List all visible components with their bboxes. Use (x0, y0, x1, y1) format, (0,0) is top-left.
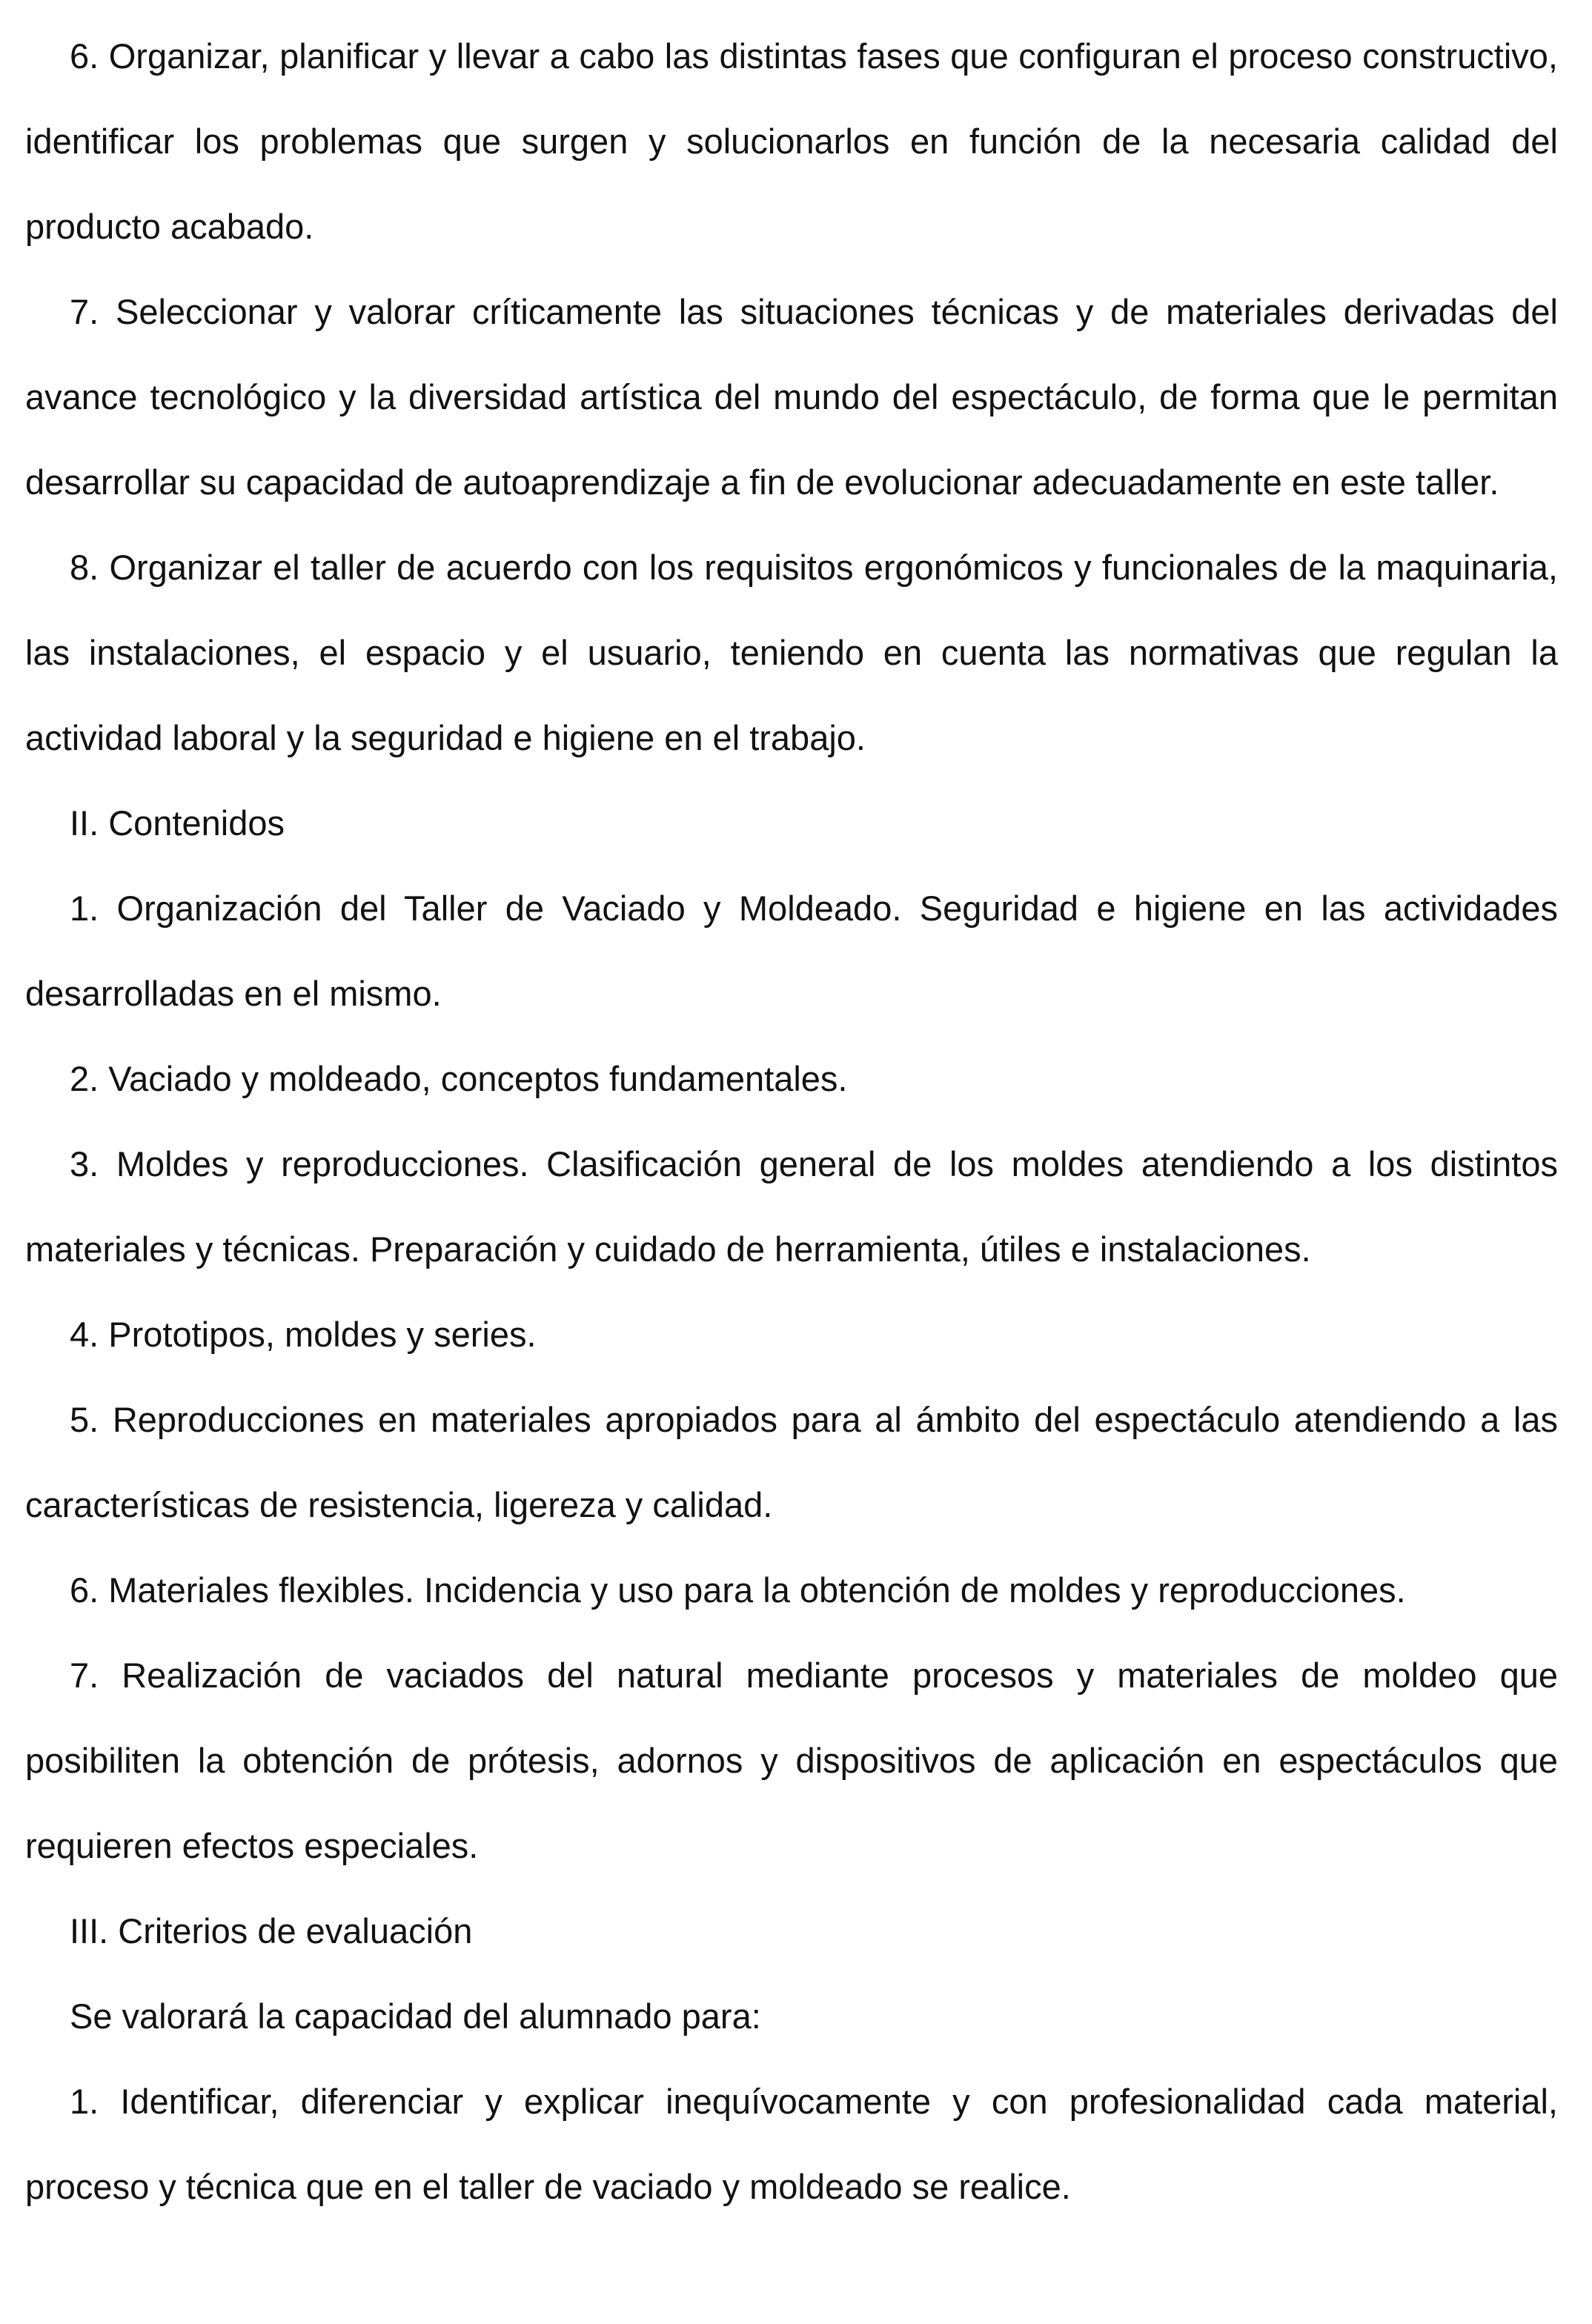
document-page (25, 13, 1558, 2229)
criteria-1-paragraph: 1. Identificar, diferenciar y explicar inequívocamente y con profesionalidad cada material, proceso y técnica que en el taller de vaciado y moldeado se realice. (25, 2082, 1558, 2206)
criteria-intro-paragraph: Se valorará la capacidad del alumnado para: (70, 1996, 761, 2036)
content-5-paragraph: 5. Reproducciones en materiales apropiados para al ámbito del espectáculo atendiendo a las características de resistencia, ligereza y calidad. (25, 1400, 1558, 1524)
section-heading-criterios: III. Criterios de evaluación (70, 1911, 473, 1950)
content-3-paragraph: 3. Moldes y reproducciones. Clasificación general de los moldes atendiendo a los distintos materiales y técnicas. Preparación y cuidado de herramienta, útiles e instalaciones. (25, 1144, 1558, 1269)
content-4-paragraph: 4. Prototipos, moldes y series. (70, 1315, 537, 1354)
objective-6-paragraph: 6. Organizar, planificar y llevar a cabo las distintas fases que configuran el proceso constructivo, identificar los problemas que surgen y solucionarlos en función de la necesaria calidad del producto acabado. (25, 36, 1558, 246)
section-heading-contenidos: II. Contenidos (70, 803, 285, 843)
objective-7-paragraph: 7. Seleccionar y valorar críticamente las situaciones técnicas y de materiales derivadas del avance tecnológico y la diversidad artística del mundo del espectáculo, de forma que le permitan desarrollar su capacidad de autoaprendizaje a fin de evolucionar adecuadamente en este taller. (25, 292, 1558, 502)
content-7-paragraph: 7. Realización de vaciados del natural mediante procesos y materiales de moldeo que posibiliten la obtención de prótesis, adornos y dispositivos de aplicación en espectáculos que requieren efectos especiales. (25, 1656, 1558, 1865)
objective-8-paragraph: 8. Organizar el taller de acuerdo con los requisitos ergonómicos y funcionales de la maquinaria, las instalaciones, el espacio y el usuario, teniendo en cuenta las normativas que regulan la actividad laboral y la seguridad e higiene en el trabajo. (25, 548, 1558, 757)
content-2-paragraph: 2. Vaciado y moldeado, conceptos fundamentales. (70, 1059, 848, 1098)
content-1-paragraph: 1. Organización del Taller de Vaciado y Moldeado. Seguridad e higiene en las actividades desarrolladas en el mismo. (25, 889, 1558, 1013)
content-6-paragraph: 6. Materiales flexibles. Incidencia y uso para la obtención de moldes y reproducciones. (70, 1570, 1406, 1610)
